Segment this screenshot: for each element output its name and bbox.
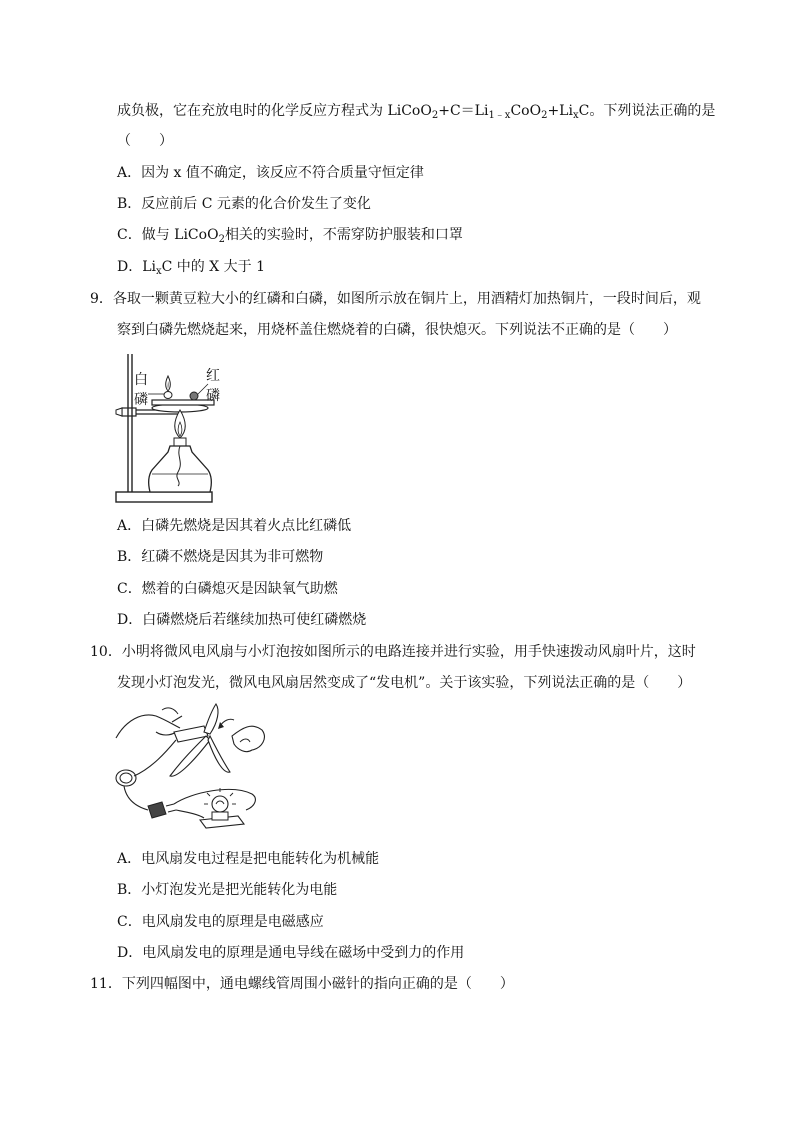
q8-option-a: A．因为 x 值不确定，该反应不符合质量守恒定律: [117, 165, 424, 181]
q8-answer-paren: （ ）: [117, 133, 173, 149]
q10-figure-fan-generator-circuit: [112, 702, 270, 834]
label-white-phosphorus-2: 磷: [134, 392, 148, 408]
q9-figure-burner-apparatus: [112, 350, 224, 506]
q8-option-b: B．反应前后 C 元素的化合价发生了变化: [117, 196, 371, 212]
q8-option-c: C．做与 LiCoO$_2$相关的实验时，不需穿防护服装和口罩: [117, 227, 463, 245]
q9-option-b: B．红磷不燃烧是因其为非可燃物: [117, 549, 324, 565]
q10-option-c: C．电风扇发电的原理是电磁感应: [117, 914, 324, 930]
q10-option-b: B．小灯泡发光是把光能转化为电能: [117, 882, 338, 898]
q10-stem-line-2: 发现小灯泡发光，微风电风扇居然变成了“发电机”。关于该实验，下列说法正确的是（ ）: [117, 675, 692, 691]
fan-generator-drawing: [112, 702, 270, 834]
q9-option-a: A．白磷先燃烧是因其着火点比红磷低: [117, 518, 352, 534]
q9-stem-line-1: 9．各取一颗黄豆粒大小的红磷和白磷，如图所示放在铜片上，用酒精灯加热铜片，一段时间后，观: [90, 291, 701, 307]
q10-stem-line-1: 10．小明将微风电风扇与小灯泡按如图所示的电路连接并进行实验，用手快速拨动风扇叶片，这时: [90, 644, 696, 660]
q9-stem-line-2: 察到白磷先燃烧起来，用烧杯盖住燃烧着的白磷，很快熄灭。下列说法不正确的是（ ）: [117, 322, 677, 338]
q10-option-d: D．电风扇发电的原理是通电导线在磁场中受到力的作用: [117, 945, 465, 961]
label-red-phosphorus-2: 磷: [206, 388, 220, 404]
q9-option-c: C．燃着的白磷熄灭是因缺氧气助燃: [117, 581, 338, 597]
label-red-phosphorus-1: 红: [206, 368, 220, 384]
q10-option-a: A．电风扇发电过程是把电能转化为机械能: [117, 851, 380, 867]
burner-apparatus-drawing: [112, 350, 224, 506]
q11-stem-line-1: 11．下列四幅图中，通电螺线管周围小磁针的指向正确的是（ ）: [90, 976, 514, 992]
q8-option-d: D．$Li_xC$ 中的 X 大于 1: [117, 259, 266, 277]
label-white-phosphorus-1: 白: [134, 372, 148, 388]
q9-option-d: D．白磷燃烧后若继续加热可使红磷燃烧: [117, 612, 367, 628]
q8-stem-line: 成负极，它在充放电时的化学反应方程式为 $LiCoO_2+C=Li_{1﹣x}CoO_2+Li_xC$。下列说法正确的是: [117, 103, 716, 121]
